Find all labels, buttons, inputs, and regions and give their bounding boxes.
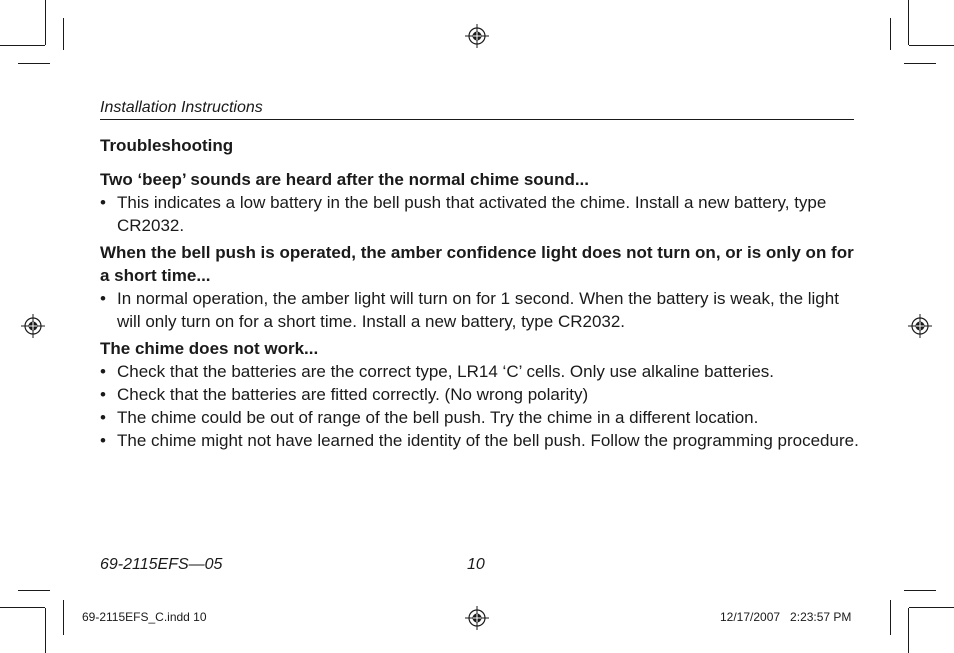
- crop-mark: [904, 63, 936, 64]
- section-title: Troubleshooting: [100, 136, 234, 155]
- solution-item: • This indicates a low battery in the bell push that activated the chime. Install a new battery, type CR2032.: [100, 191, 860, 237]
- crop-mark: [0, 607, 45, 608]
- troubleshooting-item: [100, 337, 860, 452]
- crop-mark: [909, 607, 954, 608]
- solution-item: • The chime could be out of range of the bell push. Try the chime in a different location.: [100, 406, 860, 429]
- troubleshooting-item: [100, 241, 860, 333]
- solution-item: • Check that the batteries are fitted correctly. (No wrong polarity): [100, 383, 860, 406]
- problem-heading: Two ‘beep’ sounds are heard after the normal chime sound...: [100, 170, 590, 189]
- solution-list: [100, 191, 860, 237]
- crop-mark: [63, 18, 64, 50]
- slug-filename: 69-2115EFS_C.indd 10: [82, 610, 207, 624]
- crop-mark: [0, 45, 45, 46]
- solution-item: • Check that the batteries are the correct type, LR14 ‘C’ cells. Only use alkaline batteries.: [100, 360, 860, 383]
- crop-mark: [890, 600, 891, 635]
- troubleshooting-content: [100, 134, 860, 456]
- crop-mark: [908, 608, 909, 653]
- crop-mark: [909, 45, 954, 46]
- registration-mark-icon: [908, 314, 932, 338]
- crop-mark: [63, 600, 64, 635]
- crop-mark: [890, 18, 891, 50]
- header-rule: [100, 119, 854, 120]
- crop-mark: [904, 590, 936, 591]
- page-number: 10: [467, 556, 485, 573]
- document-number: 69-2115EFS—05: [100, 556, 223, 573]
- crop-mark: [45, 608, 46, 653]
- solution-item: • In normal operation, the amber light will turn on for 1 second. When the battery is weak, the light will only turn on for a short time. Install a new battery, type CR2032.: [100, 287, 860, 333]
- crop-mark: [18, 63, 50, 64]
- solution-list: [100, 287, 860, 333]
- troubleshooting-item: [100, 168, 860, 237]
- registration-mark-icon: [465, 24, 489, 48]
- crop-mark: [908, 0, 909, 45]
- registration-mark-icon: [21, 314, 45, 338]
- crop-mark: [18, 590, 50, 591]
- solution-item: • The chime might not have learned the identity of the bell push. Follow the programming procedure.: [100, 429, 860, 452]
- crop-mark: [45, 0, 46, 45]
- registration-mark-icon: [465, 606, 489, 630]
- solution-list: [100, 360, 860, 452]
- problem-heading: The chime does not work...: [100, 339, 319, 358]
- problem-heading: When the bell push is operated, the amber confidence light does not turn on, or is only on for a short time...: [100, 243, 854, 285]
- running-header: Installation Instructions: [100, 99, 263, 116]
- slug-datetime: 12/17/2007 2:23:57 PM: [720, 610, 852, 624]
